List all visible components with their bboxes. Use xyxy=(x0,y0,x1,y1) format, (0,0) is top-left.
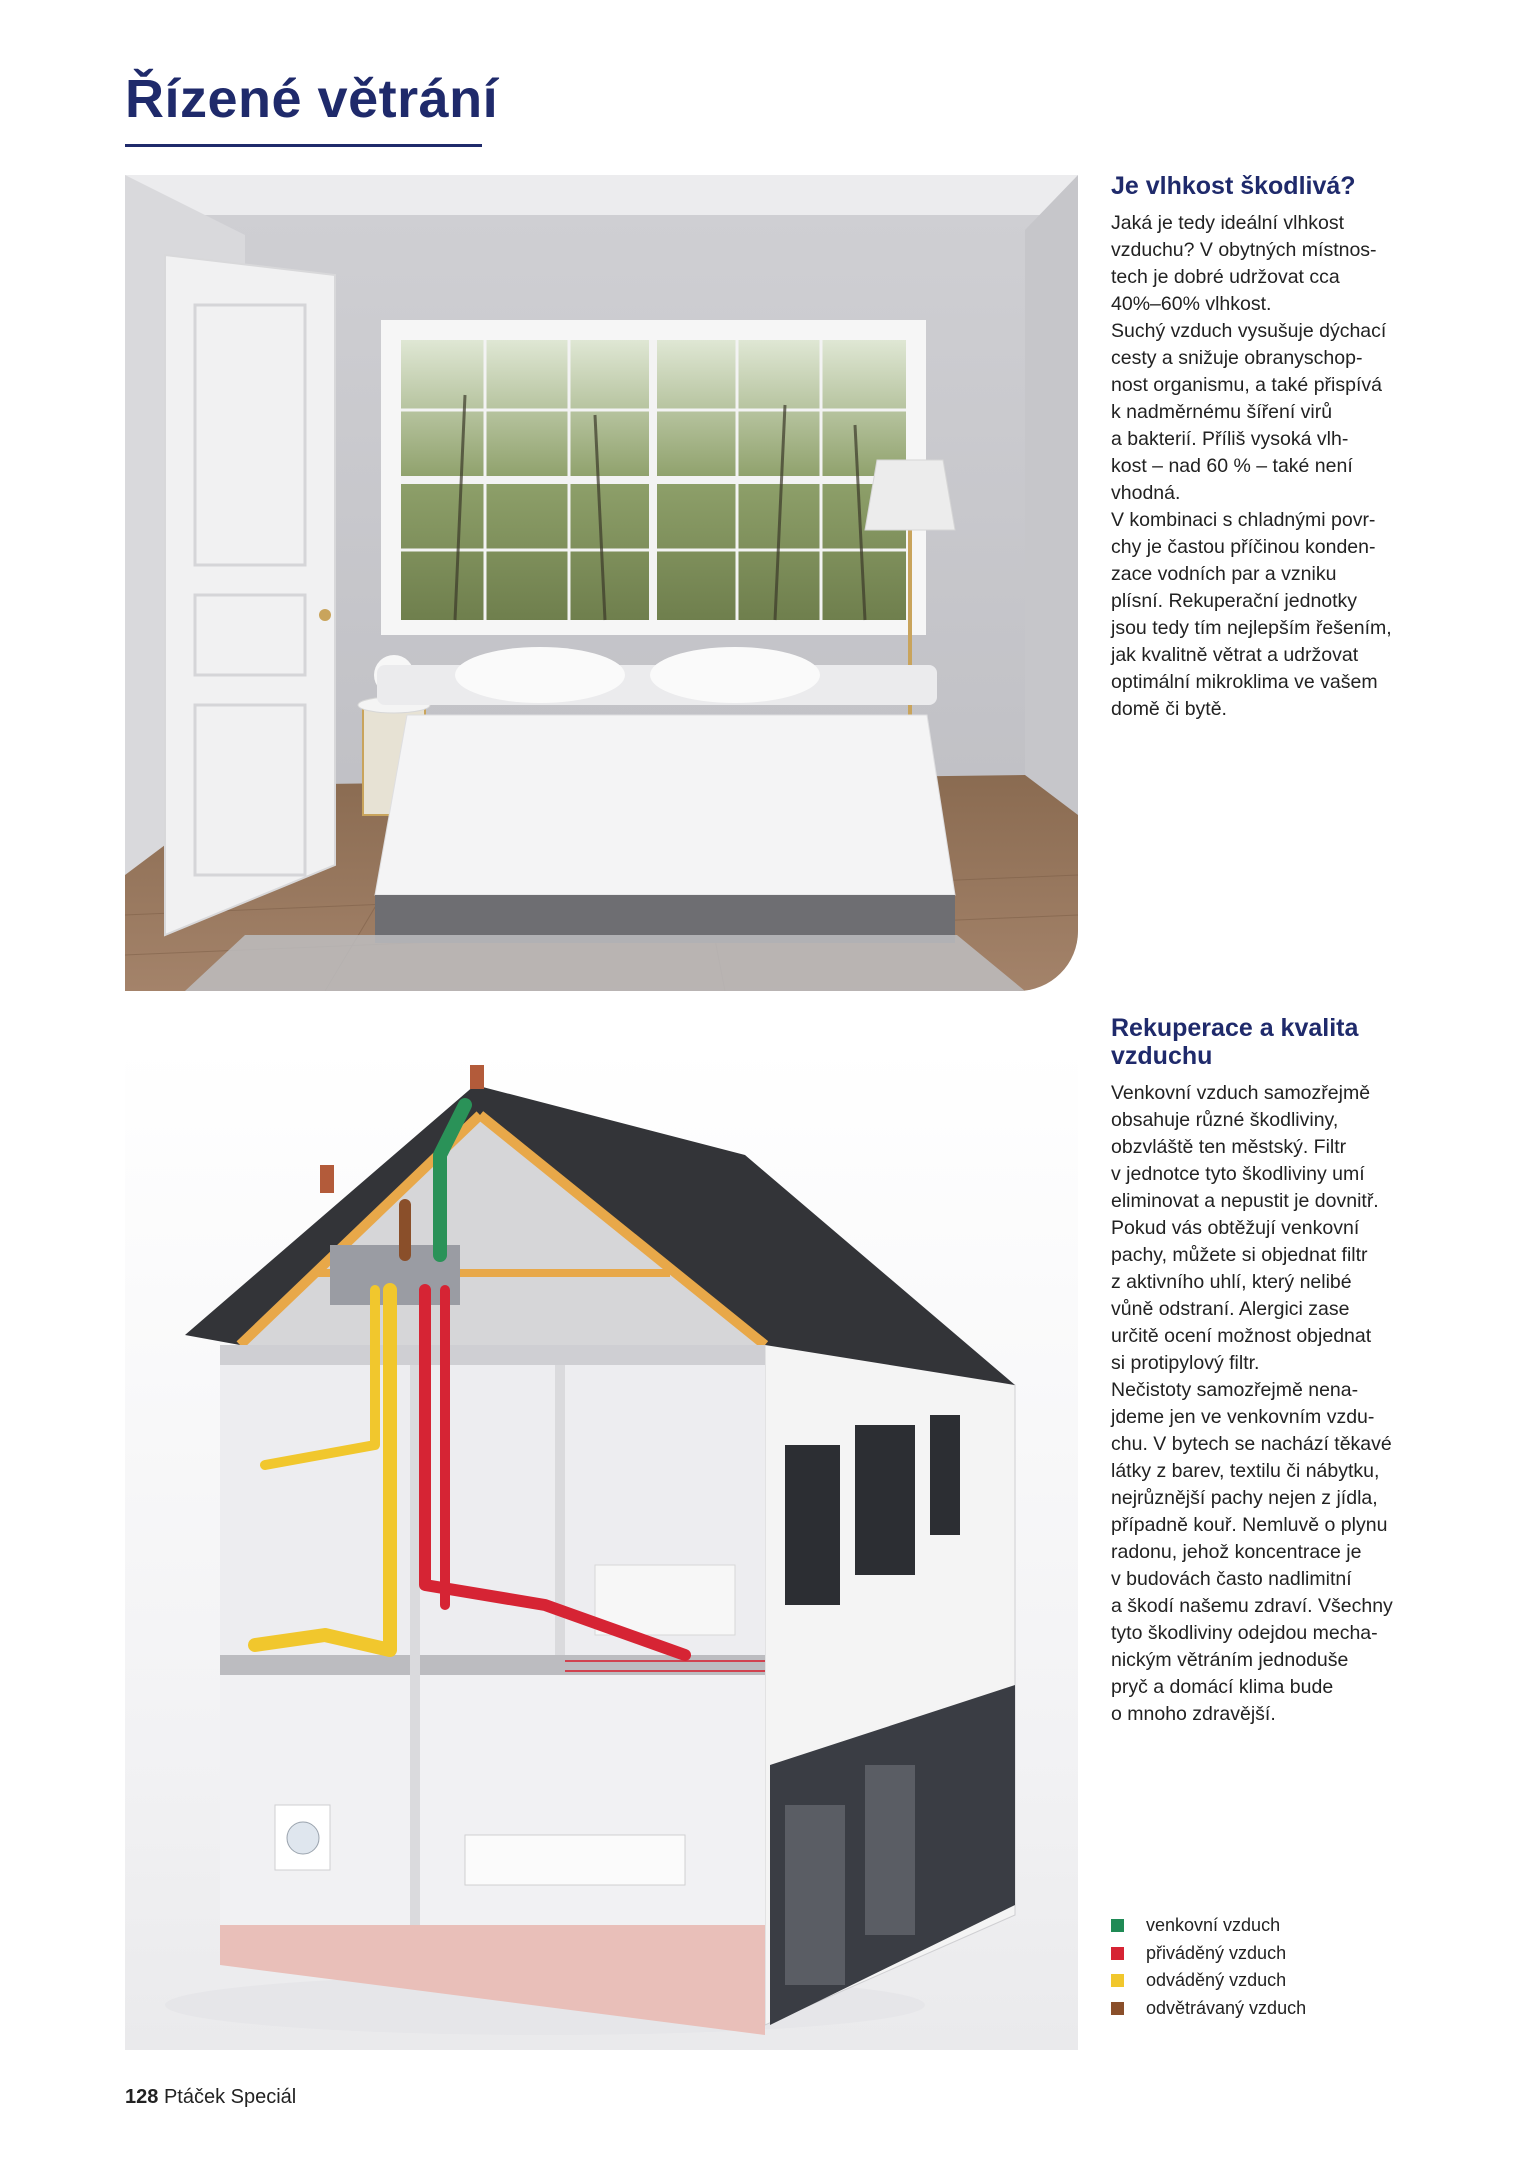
section-humidity-heading: Je vlhkost škodlivá? xyxy=(1111,172,1356,200)
bedroom-photo xyxy=(125,175,1078,991)
publication-name: Ptáček Speciál xyxy=(163,2086,297,2108)
legend-swatch xyxy=(1111,1919,1124,1932)
legend-label: přiváděný vzduch xyxy=(1146,1942,1287,1963)
page-footer xyxy=(125,2086,296,2109)
section-recuperation-heading: Rekuperace a kvalita vzduchu xyxy=(1111,1014,1359,1070)
section-humidity-body: Jaká je tedy ideální vlhkost vzduchu? V obytných místnos- tech je dobré udržovat cca 40%–60% vlhkost. Suchý vzduch vysušuje dýchací cesty a snižuje obranyschop- nost organismu, a také přispívá k nadměrnému šíření virů a bakterií. Příliš vysoká vlh- kost – nad 60 % – také není vhodná. V kombinaci s chladnými povr- chy je častou příčinou konden- zace vodních par a vzniku plísní. Rekuperační jednotky jsou tedy tím nejlepším řešením, jak kvalitně větrat a udržovat optimální mikroklima ve vašem domě či bytě. xyxy=(1111,212,1392,720)
section-recuperation xyxy=(1111,1014,1421,1728)
legend-swatch xyxy=(1111,1947,1124,1960)
legend-item-outdoor-air xyxy=(1111,1912,1306,1940)
airflow-legend xyxy=(1111,1912,1306,2022)
legend-item-supply-air xyxy=(1111,1940,1306,1968)
legend-swatch xyxy=(1111,2002,1124,2015)
page-title: Řízené větrání xyxy=(125,69,499,129)
legend-item-exhaust-air xyxy=(1111,1995,1306,2023)
legend-label: venkovní vzduch xyxy=(1146,1915,1281,1936)
house-ventilation-illustration xyxy=(125,1045,1078,2050)
page-number: 128 xyxy=(125,2086,159,2108)
legend-item-extract-air xyxy=(1111,1967,1306,1995)
title-underline xyxy=(125,144,482,147)
section-humidity xyxy=(1111,172,1421,723)
section-recuperation-body: Venkovní vzduch samozřejmě obsahuje různé škodliviny, obzvláště ten městský. Filtr v jednotce tyto škodliviny umí eliminovat a nepustit je dovnitř. Pokud vás obtěžují venkovní pachy, můžete si objednat filtr z aktivního uhlí, který nelibé vůně odstraní. Alergici zase určitě ocení možnost objednat si protipylový filtr. Nečistoty samozřejmě nena- jdeme jen ve venkovním vzdu- chu. V bytech se nachází těkavé látky z barev, textilu či nábytku, nejrůznější pachy nejen z jídla, případně kouř. Nemluvě o plynu radonu, jehož koncentrace je v budovách často nadlimitní a škodí našemu zdraví. Všechny tyto škodliviny odejdou mecha- nickým větráním jednoduše pryč a domácí klima bude o mnoho zdravější. xyxy=(1111,1082,1393,1725)
legend-swatch xyxy=(1111,1974,1124,1987)
legend-label: odváděný vzduch xyxy=(1146,1970,1287,1991)
legend-label: odvětrávaný vzduch xyxy=(1146,1997,1307,2018)
